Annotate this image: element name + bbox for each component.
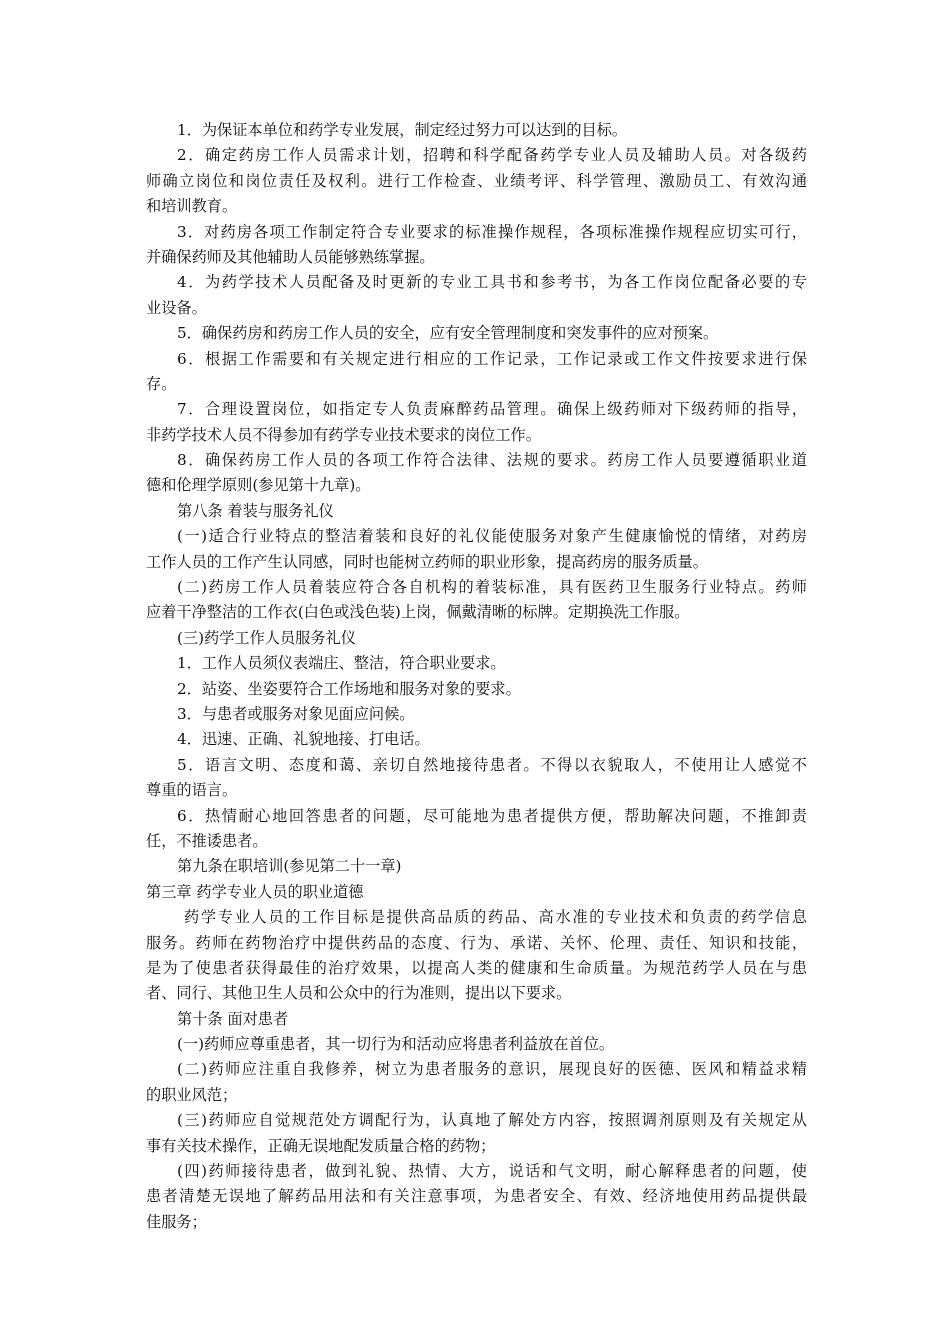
- text-line: 1．工作人员须仪表端庄、整洁，符合职业要求。: [177, 654, 506, 673]
- text-line: (二)药师应注重自我修养，树立为患者服务的意识，展现良好的医德、医风和精益求精: [177, 1060, 807, 1079]
- text-line: 尊重的语言。: [146, 781, 238, 800]
- text-line: 2．站姿、坐姿要符合工作场地和服务对象的要求。: [177, 679, 521, 698]
- text-line: 5．语言文明、态度和蔼、亲切自然地接待患者。不得以衣貌取人，不使用让人感觉不: [177, 755, 807, 774]
- text-line: 佳服务；: [146, 1212, 207, 1231]
- text-line: (四)药师接待患者，做到礼貌、热情、大方，说话和气文明，耐心解释患者的问题，使: [177, 1162, 807, 1181]
- text-line: 5．确保药房和药房工作人员的安全，应有安全管理制度和突发事件的应对预案。: [177, 324, 719, 343]
- text-line: 3．与患者或服务对象见面应问候。: [177, 704, 415, 723]
- text-line: 存。: [146, 374, 177, 393]
- text-line: 8．确保药房工作人员的各项工作符合法律、法规的要求。药房工作人员要遵循职业道: [177, 451, 807, 470]
- text-line: 1．为保证本单位和药学专业发展，制定经过努力可以达到的目标。: [177, 121, 628, 139]
- text-line: 药学专业人员的工作目标是提供高品质的药品、高水准的专业技术和负责的药学信息: [184, 908, 807, 927]
- text-line: 业设备。: [146, 298, 207, 317]
- text-line: 第十条 面对患者: [177, 1009, 289, 1028]
- text-line: 并确保药师及其他辅助人员能够熟练掌握。: [146, 247, 435, 266]
- text-line: 任，不推诿患者。: [146, 831, 268, 850]
- text-line: 应着干净整洁的工作衣(白色或浅色装)上岗，佩戴清晰的标牌。定期换洗工作服。: [146, 603, 690, 622]
- text-line: (三)药学工作人员服务礼仪: [177, 628, 356, 647]
- text-line: (一)药师应尊重患者，其一切行为和活动应将患者利益放在首位。: [177, 1035, 615, 1054]
- text-line: 4．迅速、正确、礼貌地接、打电话。: [177, 730, 430, 749]
- text-line: 的职业风范；: [146, 1085, 238, 1104]
- text-line: 者、同行、其他卫生人员和公众中的行为准则，提出以下要求。: [146, 984, 572, 1003]
- text-line: 4．为药学技术人员配备及时更新的专业工具书和参考书，为各工作岗位配备必要的专: [177, 273, 807, 292]
- text-line: (三)药师应自觉规范处方调配行为，认真地了解处方内容，按照调剂原则及有关规定从: [177, 1111, 807, 1130]
- text-line: 和培训教育。: [146, 197, 238, 216]
- text-line: 是为了使患者获得最佳的治疗效果，以提高人类的健康和生命质量。为规范药学人员在与患: [146, 958, 807, 977]
- text-line: 非药学技术人员不得参加有药学专业技术要求的岗位工作。: [146, 425, 541, 444]
- text-line: 6．根据工作需要和有关规定进行相应的工作记录，工作记录或工作文件按要求进行保: [177, 349, 807, 368]
- text-line: 7．合理设置岗位，如指定专人负责麻醉药品管理。确保上级药师对下级药师的指导，: [177, 400, 807, 419]
- text-line: 患者清楚无误地了解药品用法和有关注意事项，为患者安全、有效、经济地使用药品提供最: [146, 1187, 807, 1206]
- text-line: (二)药房工作人员着装应符合各自机构的着装标准，具有医药卫生服务行业特点。药师: [177, 578, 807, 597]
- text-line: 服务。药师在药物治疗中提供药品的态度、行为、承诺、关怀、伦理、责任、知识和技能，: [146, 933, 807, 952]
- text-line: 事有关技术操作，正确无误地配发质量合格的药物；: [146, 1136, 496, 1155]
- text-line: 2．确定药房工作人员需求计划，招聘和科学配备药学专业人员及辅助人员。对各级药: [177, 146, 807, 165]
- text-line: 第九条在职培训(参见第二十一章): [177, 857, 402, 876]
- text-line: 工作人员的工作产生认同感，同时也能树立药师的职业形象，提高药房的服务质量。: [146, 552, 708, 571]
- text-line: 3．对药房各项工作制定符合专业要求的标准操作规程，各项标准操作规程应切实可行，: [177, 222, 807, 241]
- text-line: 第八条 着装与服务礼仪: [177, 501, 334, 520]
- text-line: 德和伦理学原则(参见第十九章)。: [146, 476, 371, 495]
- text-line: 第三章 药学专业人员的职业道德: [146, 882, 364, 901]
- text-line: (一)适合行业特点的整洁着装和良好的礼仪能使服务对象产生健康愉悦的情绪，对药房: [177, 527, 807, 546]
- text-line: 6．热情耐心地回答患者的问题，尽可能地为患者提供方便，帮助解决问题，不推卸责: [177, 806, 807, 825]
- text-line: 师确立岗位和岗位责任及权利。进行工作检查、业绩考评、科学管理、激励员工、有效沟通: [146, 171, 807, 190]
